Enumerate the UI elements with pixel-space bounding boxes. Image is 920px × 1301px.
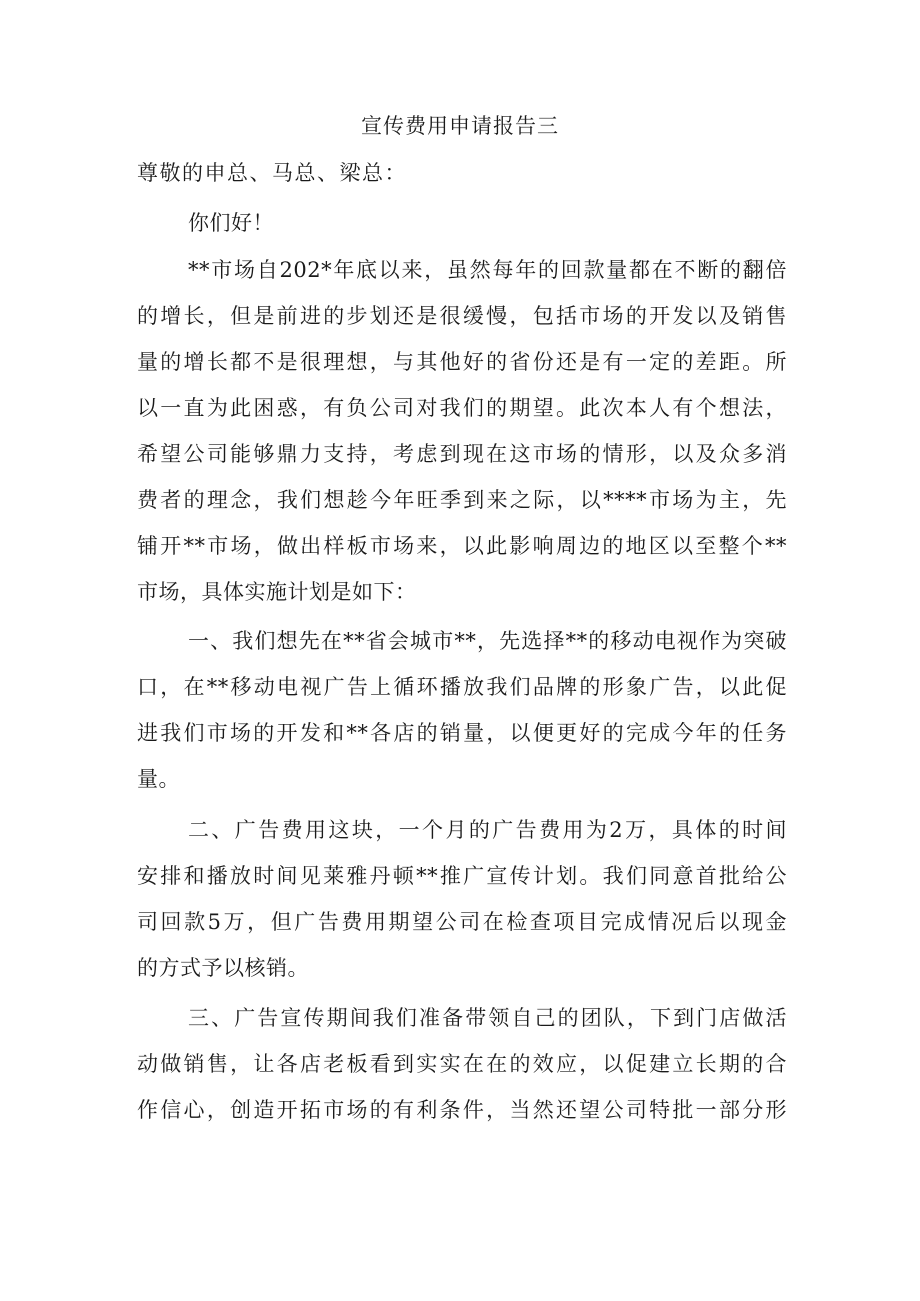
paragraph-3-line: 司回款5万，但广告费用期望公司在检查项目完成情况后以现金 [137, 910, 787, 934]
paragraph-1-line: 以一直为此困惑，有负公司对我们的期望。此次本人有个想法， [137, 396, 787, 420]
document-title: 宣传费用申请报告三 [361, 114, 559, 138]
paragraph-1-line: 的增长，但是前进的步划还是很缓慢，包括市场的开发以及销售 [137, 304, 787, 328]
paragraph-4-line: 动做销售，让各店老板看到实实在在的效应，以促建立长期的合 [137, 1052, 787, 1076]
paragraph-4-line: 三、广告宣传期间我们准备带领自己的团队，下到门店做活 [188, 1006, 787, 1030]
paragraph-1-line: 费者的理念，我们想趁今年旺季到来之际，以****市场为主，先 [137, 488, 787, 512]
paragraph-2-line: 进我们市场的开发和**各店的销量，以便更好的完成今年的任务 [137, 721, 787, 745]
salutation: 尊敬的申总、马总、梁总： [137, 161, 407, 185]
greeting: 你们好！ [188, 211, 274, 235]
paragraph-3-line: 安排和播放时间见莱雅丹顿**推广宣传计划。我们同意首批给公 [137, 864, 787, 888]
paragraph-2-line: 口，在**移动电视广告上循环播放我们品牌的形象广告，以此促 [137, 675, 787, 699]
paragraph-3-line: 二、广告费用这块，一个月的广告费用为2万，具体的时间 [188, 818, 787, 842]
paragraph-1-line: 铺开**市场，做出样板市场来，以此影响周边的地区以至整个** [137, 534, 787, 558]
paragraph-1-line: **市场自202*年底以来，虽然每年的回款量都在不断的翻倍 [188, 258, 787, 282]
paragraph-1-line: 量的增长都不是很理想，与其他好的省份还是有一定的差距。所 [137, 350, 787, 374]
paragraph-3-line: 的方式予以核销。 [137, 956, 309, 980]
paragraph-1-line: 希望公司能够鼎力支持，考虑到现在这市场的情形，以及众多消 [137, 442, 787, 466]
paragraph-4-line: 作信心，创造开拓市场的有利条件，当然还望公司特批一部分形 [137, 1098, 787, 1122]
paragraph-2-line: 量。 [137, 767, 180, 791]
paragraph-2-line: 一、我们想先在**省会城市**，先选择**的移动电视作为突破 [188, 629, 787, 653]
paragraph-1-line: 市场，具体实施计划是如下： [137, 580, 417, 604]
